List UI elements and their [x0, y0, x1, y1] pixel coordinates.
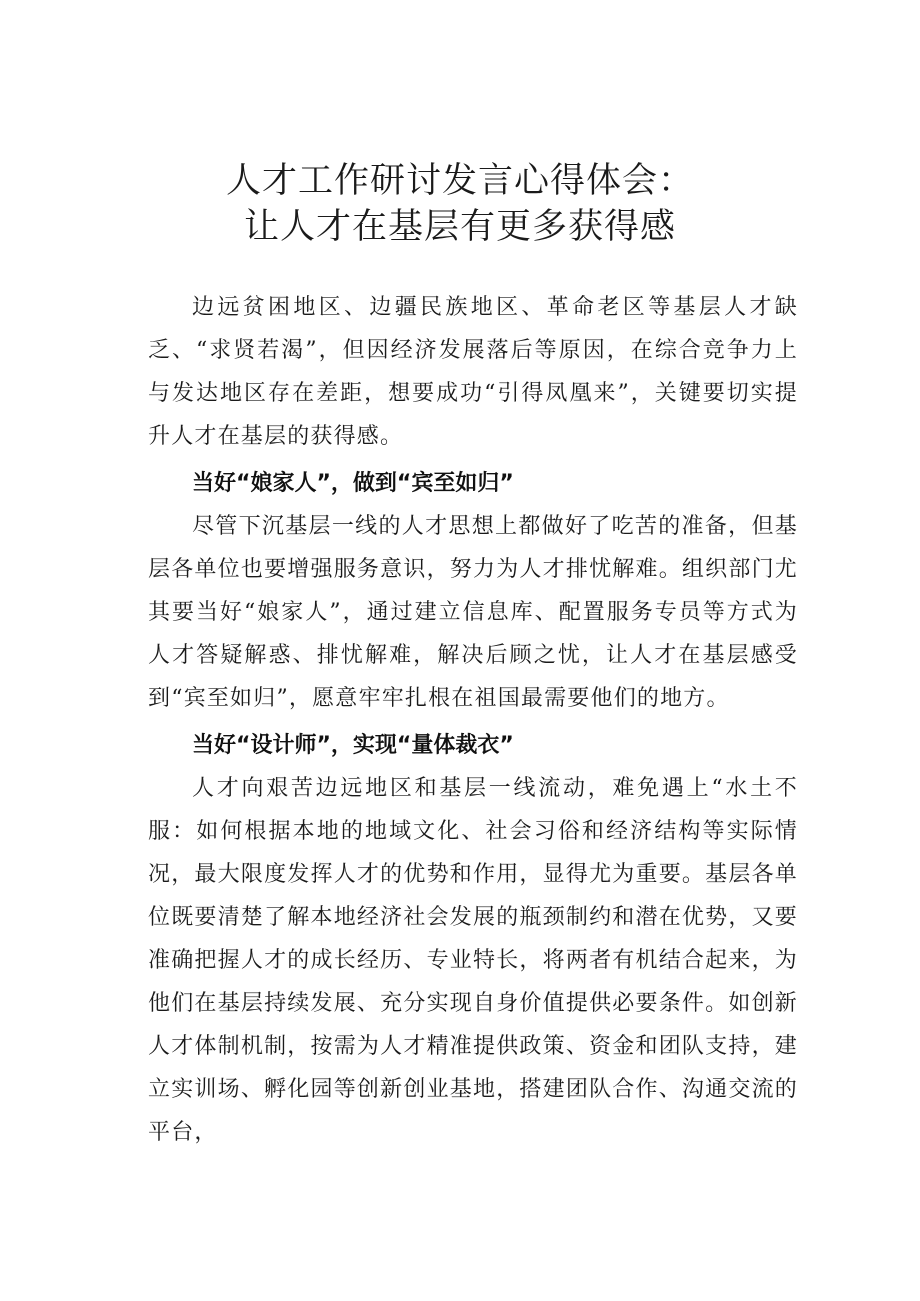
- section-paragraph-1: 尽管下沉基层一线的人才思想上都做好了吃苦的准备，但基层各单位也要增强服务意识，努力为人才排忧解难。组织部门尤其要当好“娘家人”，通过建立信息库、配置服务专员等方式为人才答疑解惑、排忧解难，解决后顾之忧，让人才在基层感受到“宾至如归”，愿意牢牢扎根在祖国最需要他们的地方。: [148, 514, 798, 711]
- section-heading-2: 当好“设计师”，实现“量体裁衣”: [192, 733, 514, 758]
- intro-paragraph: 边远贫困地区、边疆民族地区、革命老区等基层人才缺乏、“求贤若渴”，但因经济发展落后等原因，在综合竞争力上与发达地区存在差距，想要成功“引得凤凰来”，关键要切实提升人才在基层的获得感。: [148, 295, 798, 449]
- section-paragraph-2: 人才向艰苦边远地区和基层一线流动，难免遇上“水土不服：如何根据本地的地域文化、社会习俗和经济结构等实际情况，最大限度发挥人才的优势和作用，显得尤为重要。基层各单位既要清楚了解本地经济社会发展的瓶颈制约和潜在优势，又要准确把握人才的成长经历、专业特长，将两者有机结合起来，为他们在基层持续发展、充分实现自身价值提供必要条件。如创新人才体制机制，按需为人才精准提供政策、资金和团队支持，建立实训场、孵化园等创新创业基地，搭建团队合作、沟通交流的平台，: [148, 776, 798, 1145]
- title-line-2: 让人才在基层有更多获得感: [243, 207, 676, 247]
- document-title: [0, 158, 920, 250]
- title-line-1: 人才工作研讨发言心得体会：: [225, 161, 694, 201]
- document-body: [148, 286, 798, 1154]
- section-heading-1: 当好“娘家人”，做到“宾至如归”: [192, 471, 514, 496]
